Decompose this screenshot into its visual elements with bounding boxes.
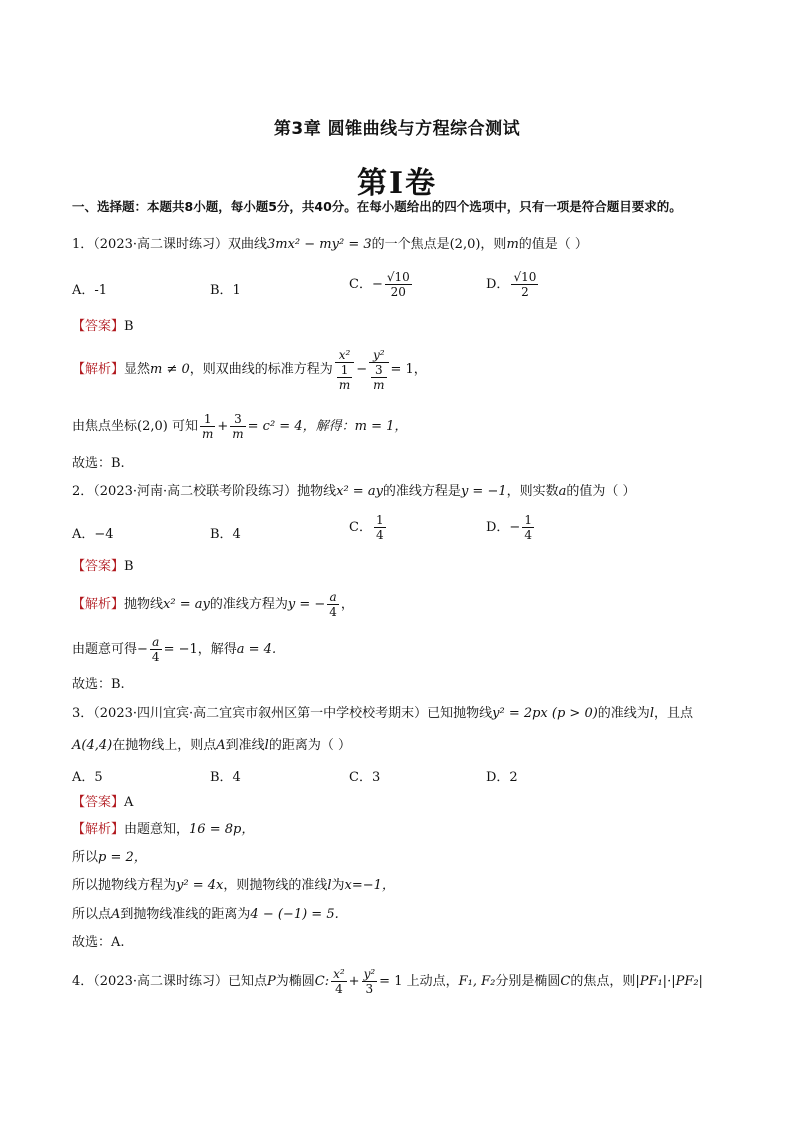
question-3-stem-line-2: A(4,4)在抛物线上，则点A到准线l的距离为（ ） [72,738,351,753]
q1-analysis-line-1: 【解析】显然m ≠ 0，则双曲线的标准方程为 $\frac{\text{x²}}{\frac{1}{m}}$ − $\frac{\text{y²}}{\frac{3}{m}}$ = 1， [72,347,427,392]
q1-option-b: B．1 [210,283,241,298]
page-title: 第3章 圆锥曲线与方程综合测试 [273,119,521,139]
q3-option-b: B．4 [210,770,241,785]
question-1-stem: 1．（2023·高二课时练习）双曲线3mx² − my² = 3的一个焦点是(2,0)，则m的值是（ ） [72,237,588,252]
section-instruction: 一、选择题：本题共8小题，每小题5分，共40分。在每小题给出的四个选项中，只有一项是符合题目要求的。 [72,199,682,214]
volume-heading: 第I卷 [356,166,438,201]
q3-answer: 【答案】A [72,795,134,810]
q1-option-d-fraction: $\frac{√10}{2}$ [513,270,537,299]
q2-option-c: C． $\frac{1}{4}$ [349,513,384,542]
q3-analysis-line-2: 所以p = 2， [72,850,147,865]
q1-option-a: A．-1 [72,283,108,298]
q3-analysis-line-4: 所以点A到抛物线准线的距离为4 − (−1) = 5. [72,907,339,922]
q2-analysis-line-1: 【解析】抛物线x² = ay的准线方程为y = − $\frac{a}{4}$ ， [72,590,354,619]
q1-analysis-line-2: 由焦点坐标(2,0) 可知 $\frac{1}{m}$ + $\frac{3}{m}$ = c² = 4，解得：m = 1， [72,412,408,441]
q1-option-c-fraction: $\frac{√10}{20}$ [386,270,410,299]
q3-option-d: D．2 [486,770,518,785]
q1-answer: 【答案】B [72,319,134,334]
q3-option-c: C．3 [349,770,381,785]
q3-analysis-line-3: 所以抛物线方程为y² = 4x，则抛物线的准线l为x=−1， [72,878,395,893]
question-2-stem: 2．（2023·河南·高二校联考阶段练习）抛物线x² = ay的准线方程是y = −1，则实数a的值为（ ） [72,484,636,499]
q2-option-a: A．−4 [72,527,114,542]
q3-conclusion: 故选：A. [72,935,125,950]
q1-option-d: D． $\frac{√10}{2}$ [486,270,537,299]
q2-answer: 【答案】B [72,559,134,574]
question-4-stem: 4．（2023·高二课时练习）已知点P为椭圆C: $\frac{\text{x²}}{4}$ + $\frac{\text{y²}}{3}$ = 1 上动点，F₁, F₂分别是椭圆C的焦点，则|PF₁|·|PF₂| [72,967,703,996]
q1-option-c: C．− $\frac{√10}{20}$ [349,270,410,299]
q3-option-a: A．5 [72,770,103,785]
q2-analysis-line-2: 由题意可得− $\frac{a}{4}$ = −1，解得a = 4. [72,635,277,664]
q3-analysis-line-1: 【解析】由题意知，16 = 8p， [72,822,255,837]
q2-option-d: D．− $\frac{1}{4}$ [486,513,532,542]
question-3-stem-line-1: 3．（2023·四川宜宾·高二宜宾市叙州区第一中学校校考期末）已知抛物线y² = 2px (p > 0)的准线为l，且点 [72,706,693,721]
q2-conclusion: 故选：B. [72,677,125,692]
q2-option-b: B．4 [210,527,241,542]
q1-conclusion: 故选：B. [72,456,125,471]
